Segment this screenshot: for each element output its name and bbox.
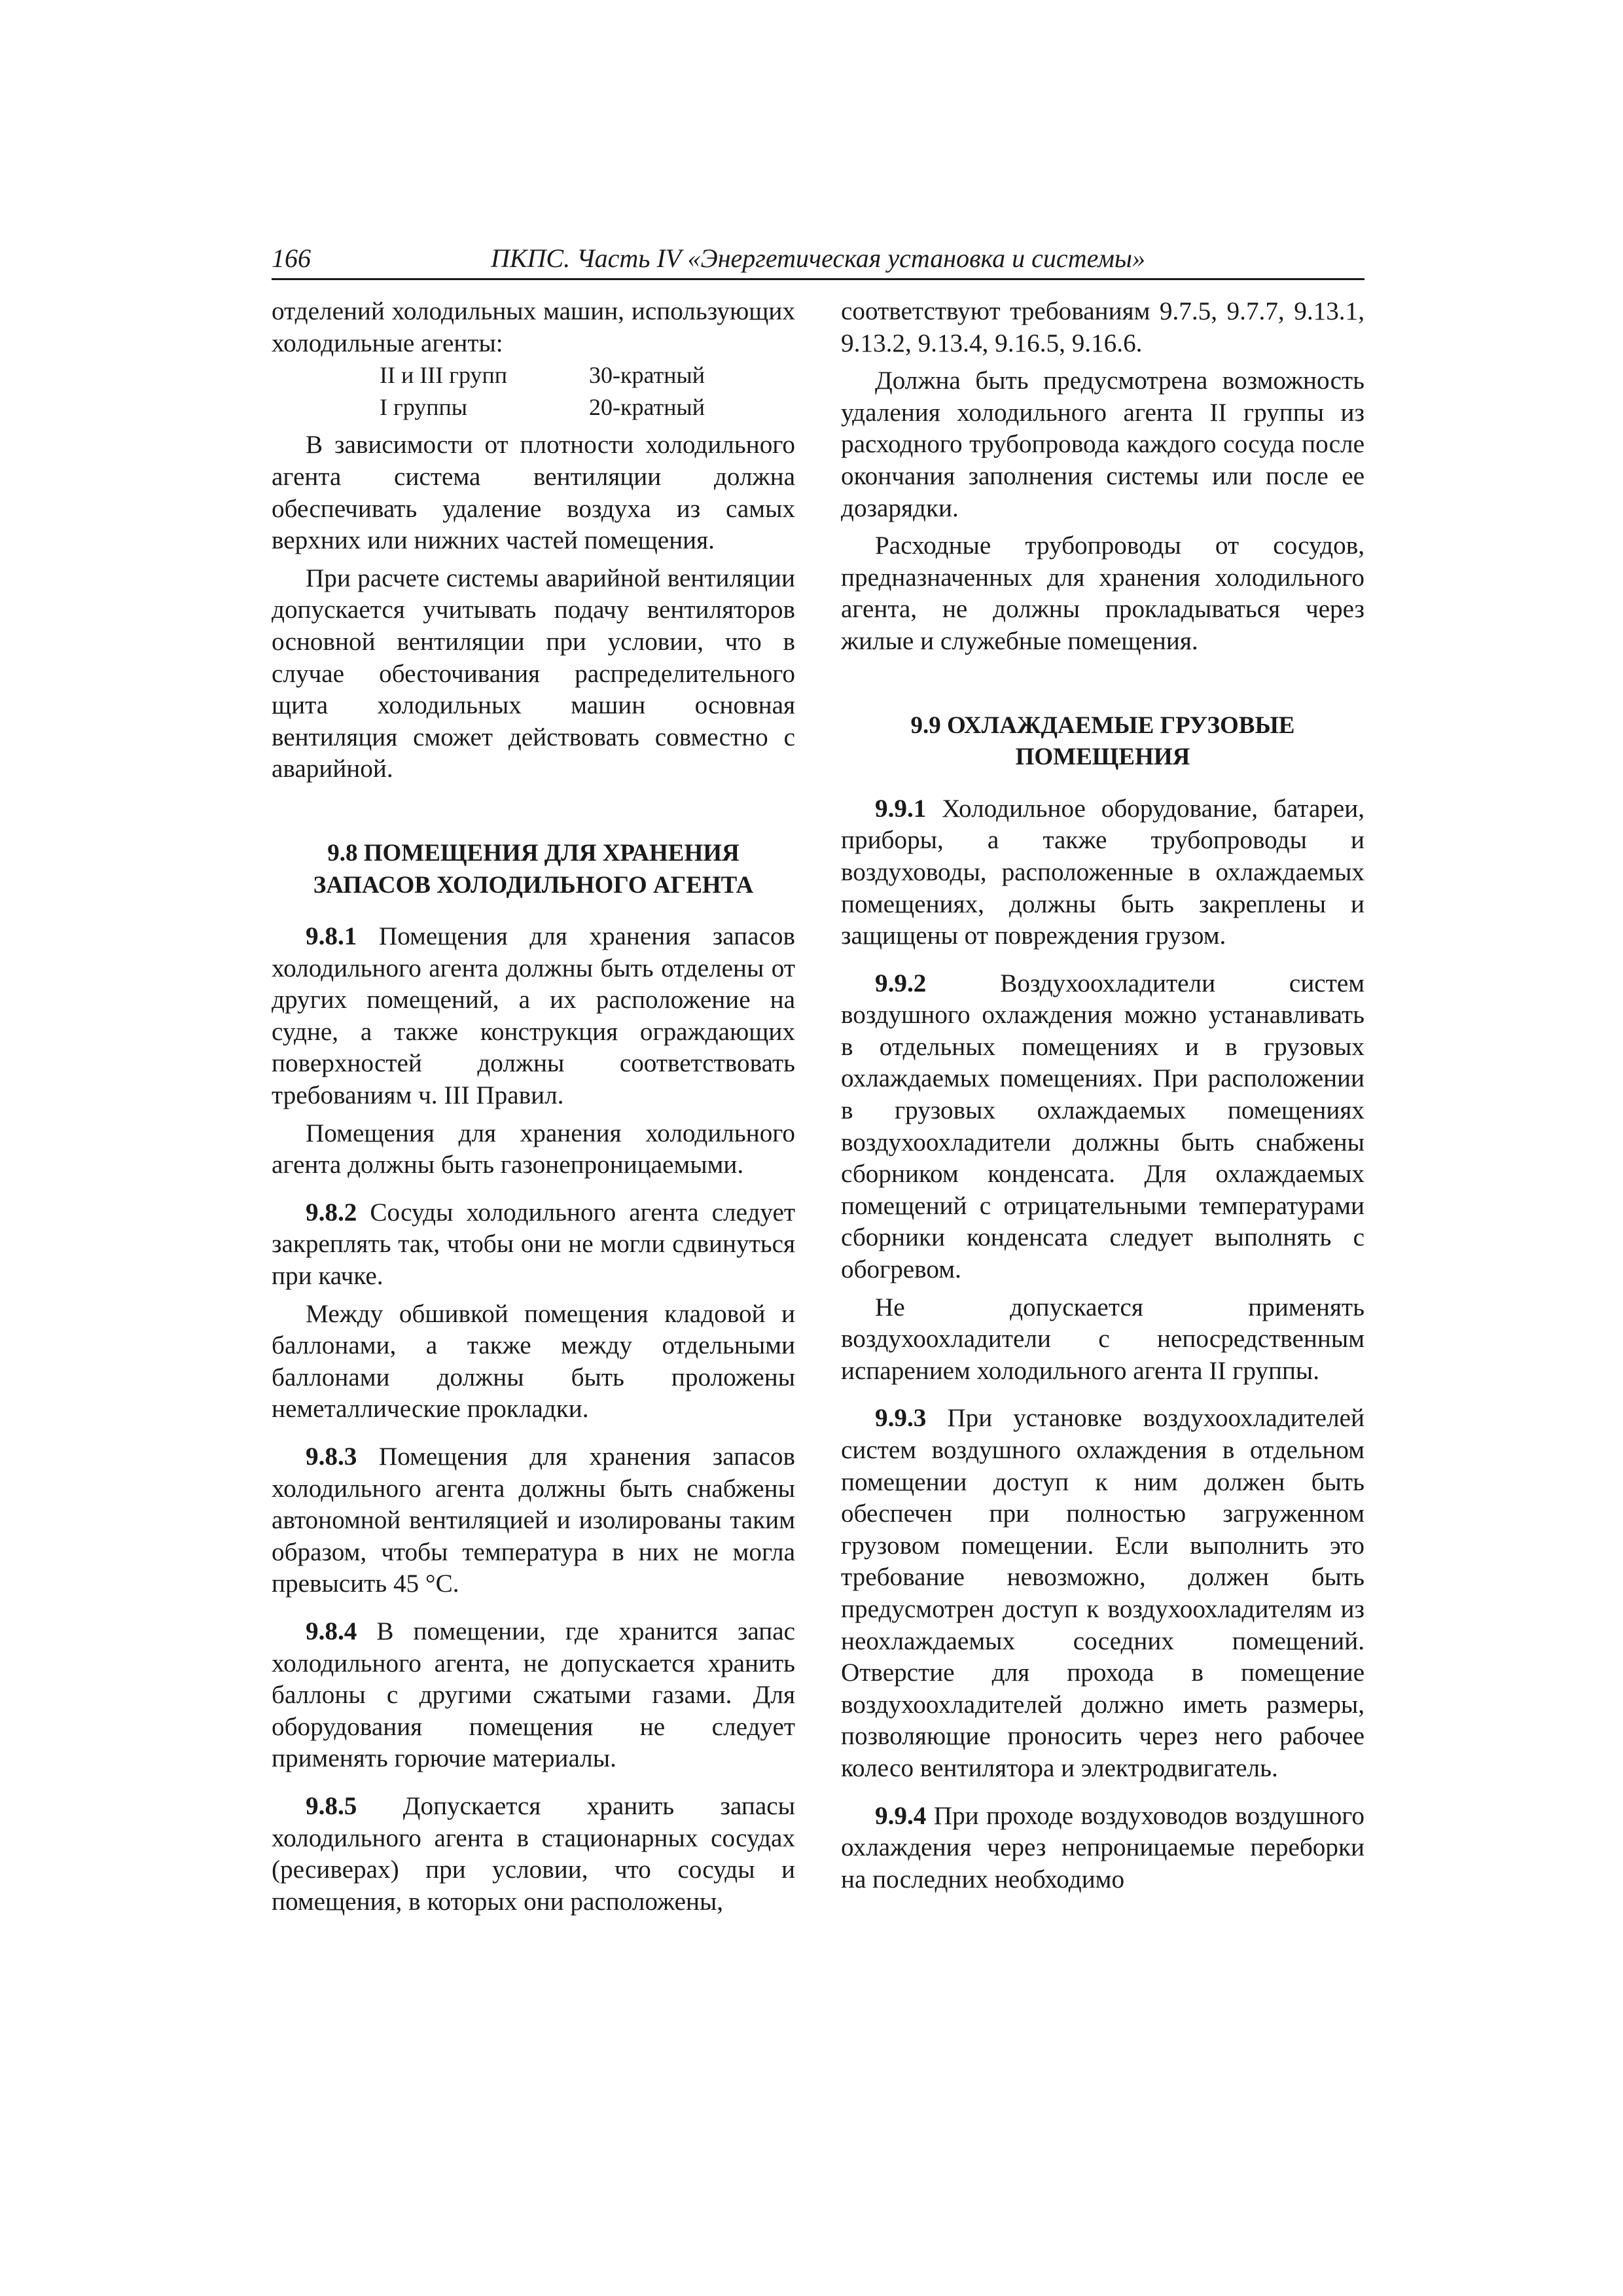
- clause-text: Помещения для хранения запасов холодильного агента должны быть снабжены автономной вентиляцией и изолированы таким образом, чтобы температура в них не могла превысить 45 °С.: [272, 1443, 795, 1598]
- paragraph: Должна быть предусмотрена возможность удаления холодильного агента II группы из расходного трубопровода каждого сосуда после окончания заполнения системы или после ее дозарядки.: [841, 367, 1364, 522]
- clause-number: 9.9.3: [875, 1404, 927, 1433]
- clause-text: При проходе воздуховодов воздушного охлаждения через непроницаемые переборки на последних необходимо: [841, 1801, 1364, 1893]
- paragraph: При расчете системы аварийной вентиляции допускается учитывать подачу вентиляторов основной вентиляции при условии, что в случае обесточивания распределительного щита холодильных машин основная вентиляция сможет действовать совместно с аварийной.: [272, 564, 795, 783]
- clause-number: 9.8.1: [306, 922, 357, 951]
- paragraph: В зависимости от плотности холодильного агента система вентиляции должна обеспечивать удаление воздуха из самых верхних или нижних частей помещения.: [272, 431, 795, 555]
- clause-number: 9.8.5: [306, 1791, 357, 1820]
- exchange-rate: 30-кратный: [589, 362, 705, 389]
- clause-number: 9.9.1: [875, 794, 927, 823]
- clause-text: В помещении, где хранится запас холодильного агента, не допускается хранить баллоны с другими сжатыми газами. Для оборудования помещения не следует применять горючие материалы.: [272, 1617, 795, 1773]
- paragraph: Между обшивкой помещения кладовой и баллонами, а также между отдельными баллонами должны быть проложены неметаллические прокладки.: [272, 1299, 795, 1424]
- paragraph: Помещения для хранения холодильного агента должны быть газонепроницаемыми.: [272, 1119, 795, 1179]
- exchange-rate: 20-кратный: [589, 393, 705, 420]
- header-title: ПКПС. Часть IV «Энергетическая установка и системы»: [491, 243, 1145, 273]
- clause-9-8-4: [272, 1616, 795, 1775]
- table-row: [272, 359, 705, 391]
- clause-text: Сосуды холодильного агента следует закреплять так, чтобы они не могли сдвинуться при качке.: [272, 1198, 795, 1291]
- clause-9-9-3: [841, 1403, 1364, 1784]
- table-row: [272, 391, 705, 423]
- paragraph: Не допускается применять воздухоохладители с непосредственным испарением холодильного агента II группы.: [841, 1293, 1364, 1385]
- clause-9-9-4: [841, 1801, 1364, 1896]
- left-column: [272, 296, 795, 1918]
- clause-text: При установке воздухоохладителей систем воздушного охлаждения в отдельном помещении доступ к ним должен быть обеспечен при полностью загруженном грузовом помещении. Если выполнить это требование невозможно, должен быть предусмотрен доступ к воздухоохладителям из неохлаждаемых соседних помещений. Отверстие для прохода в помещение воздухоохладителей должно иметь размеры, позволяющие проносить через него рабочее колесо вентилятора и электродвигатель.: [841, 1404, 1364, 1782]
- clause-text: Воздухоохладители систем воздушного охлаждения можно устанавливать в отдельных помещениях и в грузовых охлаждаемых помещениях. При расположении в грузовых охлаждаемых помещениях воздухоохладители должны быть снабжены сборником конденсата. Для охлаждаемых помещений с отрицательными температурами сборники конденсата следует выполнять с обогревом.: [841, 969, 1365, 1284]
- page-header: [272, 239, 1364, 280]
- clause-9-8-5: [272, 1791, 795, 1918]
- clause-9-8-1: [272, 921, 795, 1112]
- clause-text: Помещения для хранения запасов холодильного агента должны быть отделены от других помещений, а их расположение на судне, а также конструкция ограждающих поверхностей должны соответствовать требованиям ч. III Правил.: [272, 922, 795, 1110]
- clause-number: 9.8.3: [306, 1443, 357, 1471]
- section-heading: 9.9 ОХЛАЖДАЕМЫЕ ГРУЗОВЫЕ ПОМЕЩЕНИЯ: [910, 711, 1295, 771]
- clause-number: 9.8.2: [306, 1198, 357, 1227]
- clause-number: 9.9.4: [875, 1801, 927, 1830]
- agents-table: [272, 359, 705, 423]
- intro-text: отделений холодильных машин, использующих холодильные агенты:: [272, 297, 795, 357]
- clause-9-9-2: [841, 968, 1364, 1286]
- paragraph: Расходные трубопроводы от сосудов, предназначенных для хранения холодильного агента, не должны прокладываться через жилые и служебные помещения.: [841, 531, 1364, 655]
- agent-group: I группы: [380, 393, 467, 420]
- clause-text: Допускается хранить запасы холодильного агента в стационарных сосудах (ресиверах) при условии, что сосуды и помещения, в которых они расположены,: [272, 1791, 795, 1916]
- clause-text: Холодильное оборудование, батареи, приборы, а также трубопроводы и воздуховоды, расположенные в охлаждаемых помещениях, должны быть закреплены и защищены от повреждения грузом.: [841, 794, 1364, 950]
- clause-9-8-2: [272, 1197, 795, 1293]
- clause-9-8-3: [272, 1441, 795, 1600]
- agent-group: II и III групп: [380, 362, 508, 389]
- continuation-text: соответствуют требованиям 9.7.5, 9.7.7, 9.13.1, 9.13.2, 9.13.4, 9.16.5, 9.16.6.: [841, 297, 1364, 357]
- clause-number: 9.8.4: [306, 1617, 357, 1645]
- right-column: [841, 296, 1364, 1895]
- clause-number: 9.9.2: [875, 969, 927, 997]
- page-number: 166: [272, 243, 311, 273]
- section-heading: 9.8 ПОМЕЩЕНИЯ ДЛЯ ХРАНЕНИЯ ЗАПАСОВ ХОЛОДИЛЬНОГО АГЕНТА: [313, 839, 754, 899]
- clause-9-9-1: [841, 793, 1364, 952]
